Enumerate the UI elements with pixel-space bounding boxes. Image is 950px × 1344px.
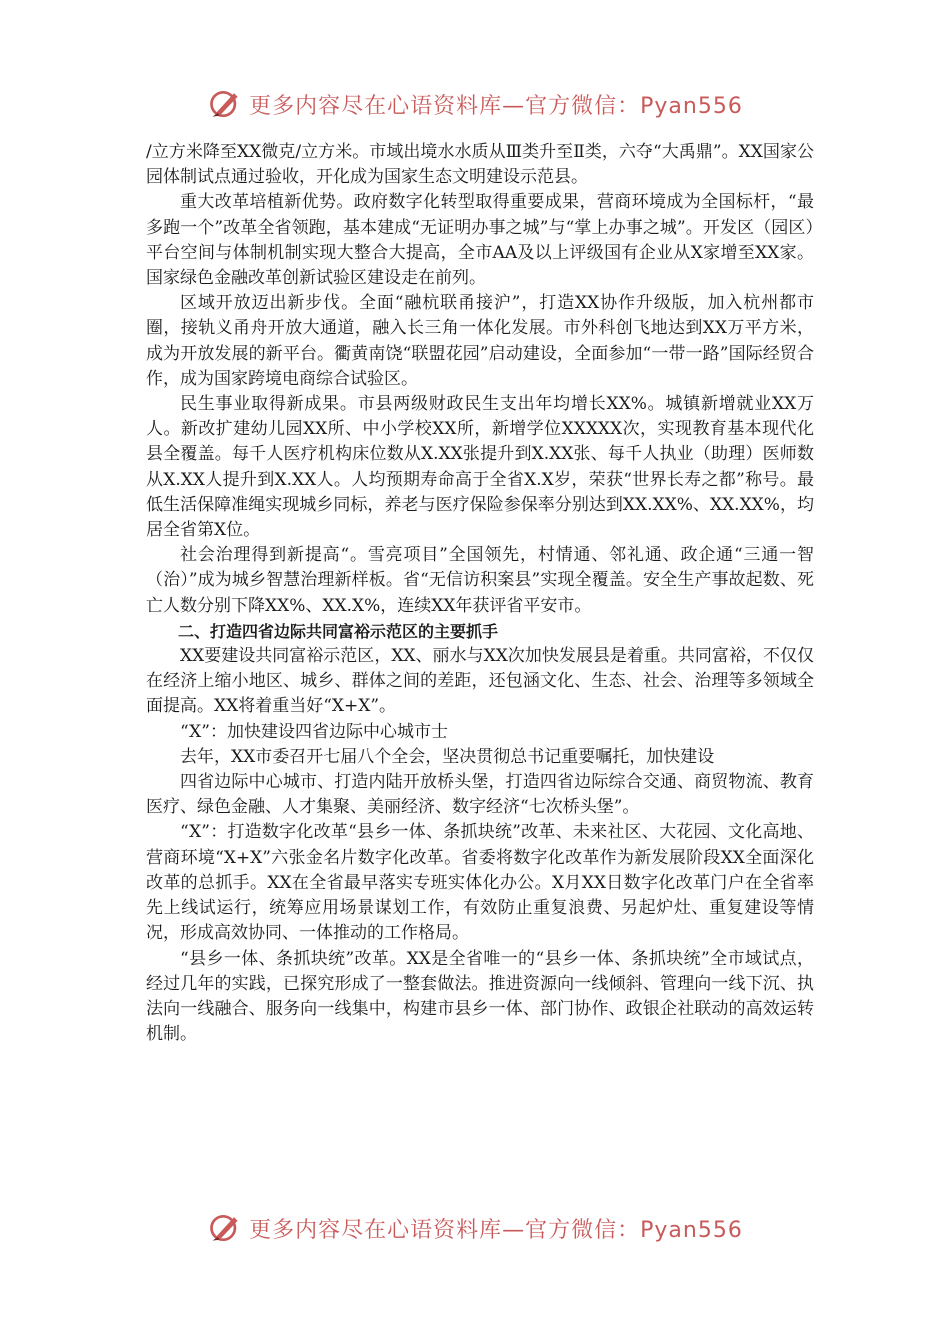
paragraph: “县乡一体、条抓块统”改革。XX是全省唯一的“县乡一体、条抓块统”全市域试点，经过几年的实践，已探究形成了一整套做法。推进资源向一线倾斜、管理向一线下沉、执法向一线融合、服务向一线集中，构建市县乡一体、部门协作、政银企社联动的高效运转机制。 [146, 948, 814, 1045]
paragraph: /立方米降至XX微克/立方米。市域出境水水质从Ⅲ类升至Ⅱ类，六夺“大禹鼎”。XX国家公园体制试点通过验收，开化成为国家生态文明建设示范县。 [146, 142, 814, 188]
pen-logo-icon [207, 86, 243, 122]
document-body [146, 140, 814, 1047]
pen-logo-icon [207, 1210, 243, 1246]
section-heading: 二、打造四省边际共同富裕示范区的主要抓手 [178, 621, 499, 641]
watermark-banner-bottom [0, 1210, 950, 1246]
paragraph: 重大改革培植新优势。政府数字化转型取得重要成果，营商环境成为全国标杆，“最多跑一个”改革全省领跑，基本建成“无证明办事之城”与“掌上办事之城”。开发区（园区）平台空间与体制机制实现大整合大提高，全市AA及以上评级国有企业从X家增至XX家。国家绿色金融改革创新试验区建设走在前列。 [146, 192, 814, 289]
paragraph: “X”：加快建设四省边际中心城市士 [180, 721, 448, 742]
watermark-banner-top [0, 86, 950, 122]
watermark-text: 更多内容尽在心语资料库—官方微信：Pyan556 [249, 1217, 743, 1243]
paragraph: “X”：打造数字化改革“县乡一体、条抓块统”改革、未来社区、大花园、文化高地、营商环境“X+X”六张金名片数字化改革。省委将数字化改革作为新发展阶段XX全面深化改革的总抓手。XX在全省最早落实专班实体化办公。X月XX日数字化改革门户在全省率先上线试运行，统筹应用场景谋划工作，有效防止重复浪费、另起炉灶、重复建设等情况，形成高效协同、一体推动的工作格局。 [146, 822, 814, 944]
paragraph: XX要建设共同富裕示范区，XX、丽水与XX次加快发展县是着重。共同富裕，不仅仅在经济上缩小地区、城乡、群体之间的差距，还包涵文化、生态、社会、治理等多领域全面提高。XX将着重当好“X+X”。 [146, 646, 814, 717]
paragraph: 民生事业取得新成果。市县两级财政民生支出年均增长XX%。城镇新增就业XX万人。新改扩建幼儿园XX所、中小学校XX所，新增学位XXXXX次，实现教育基本现代化县全覆盖。每千人医疗机构床位数从X.XX张提升到X.XX张、每千人执业（助理）医师数从X.XX人提升到X.XX人。人均预期寿命高于全省X.X岁，荣获“世界长寿之都”称号。最低生活保障准绳实现城乡同标，养老与医疗保险参保率分别达到XX.XX%、XX.XX%，均居全省第X位。 [146, 394, 814, 541]
paragraph: 去年，XX市委召开七届八个全会，坚决贯彻总书记重要嘱托，加快建设 [180, 746, 715, 767]
watermark-text: 更多内容尽在心语资料库—官方微信：Pyan556 [249, 93, 743, 119]
paragraph: 四省边际中心城市、打造内陆开放桥头堡，打造四省边际综合交通、商贸物流、教育医疗、绿色金融、人才集聚、美丽经济、数字经济“七次桥头堡”。 [146, 772, 814, 818]
paragraph: 社会治理得到新提高“。雪亮项目”全国领先，村情通、邻礼通、政企通“三通一智（治）”成为城乡智慧治理新样板。省“无信访积案县”实现全覆盖。安全生产事故起数、死亡人数分别下降XX%、XX.X%，连续XX年获评省平安市。 [146, 545, 814, 616]
paragraph: 区域开放迈出新步伐。全面“融杭联甬接沪”，打造XX协作升级版，加入杭州都市圈，接轨义甬舟开放大通道，融入长三角一体化发展。市外科创飞地达到XX万平方米，成为开放发展的新平台。衢黄南饶“联盟花园”启动建设，全面参加“一带一路”国际经贸合作，成为国家跨境电商综合试验区。 [146, 293, 814, 389]
